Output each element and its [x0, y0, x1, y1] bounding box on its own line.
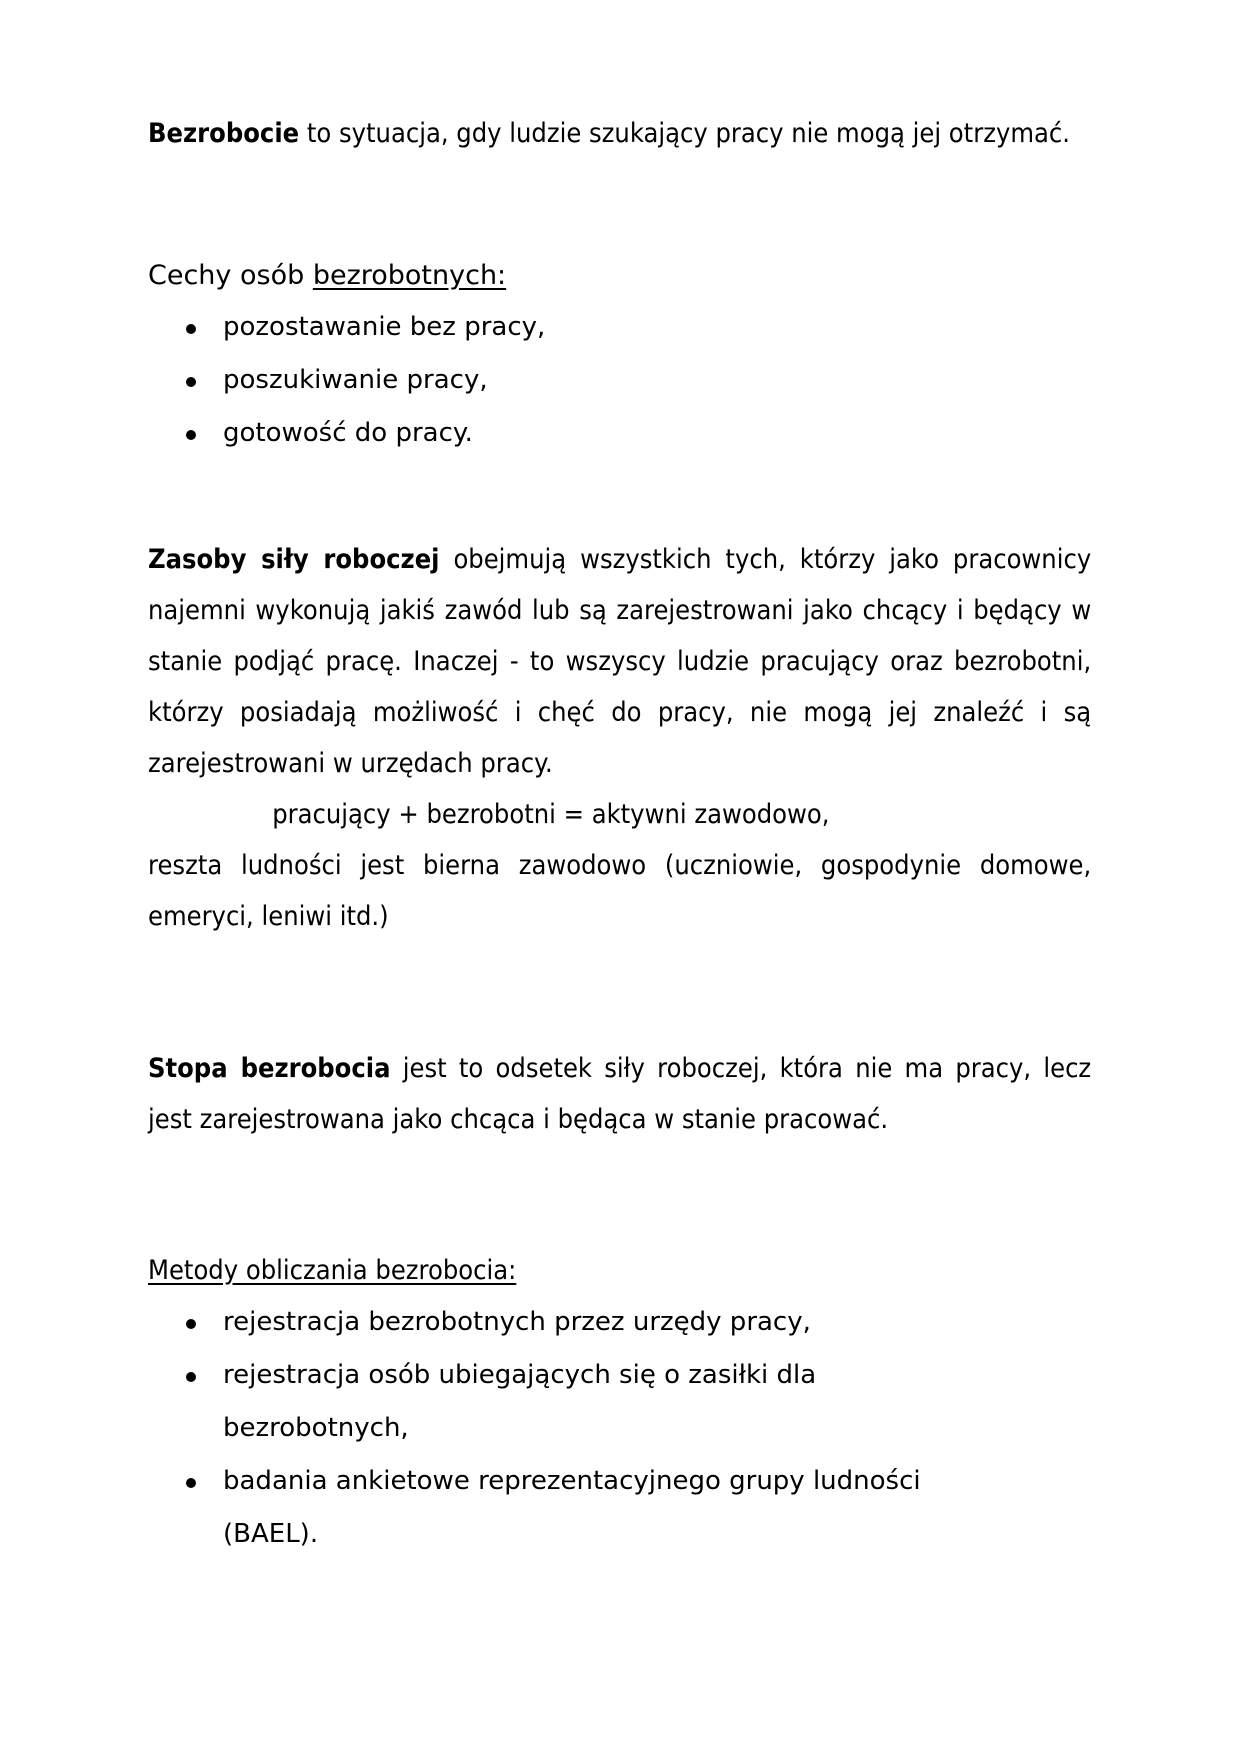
labor-force-paragraph: [148, 534, 1091, 789]
definition-text: to sytuacja, gdy ludzie szukający pracy nie mogą jej otrzymać.: [299, 118, 1070, 149]
term-unemployment-rate: Stopa bezrobocia: [148, 1053, 391, 1084]
methods-list: [148, 1296, 948, 1561]
list-item: [148, 301, 1091, 354]
features-section: [148, 250, 1091, 460]
bullet-icon: [186, 1372, 196, 1382]
list-item-text: pozostawanie bez pracy,: [223, 312, 546, 342]
list-item: [148, 1455, 948, 1561]
list-item-text: poszukiwanie pracy,: [223, 365, 488, 395]
list-item-text: rejestracja osób ubiegających się o zasiłki dla bezrobotnych,: [223, 1360, 817, 1443]
features-list: [148, 301, 1091, 460]
methods-heading: [148, 1245, 997, 1296]
term-unemployment: Bezrobocie: [148, 118, 300, 149]
methods-heading-text: Metody obliczania bezrobocia:: [148, 1255, 517, 1286]
features-heading: [148, 250, 1091, 301]
list-item-text: badania ankietowe reprezentacyjnego grupy ludności (BAEL).: [223, 1466, 921, 1549]
list-item-text: gotowość do pracy.: [223, 418, 473, 448]
bullet-icon: [186, 324, 196, 334]
unemployment-rate-paragraph: [148, 1043, 1091, 1145]
list-item: [148, 1349, 948, 1455]
list-item: [148, 354, 1091, 407]
unemployment-rate-section: [148, 1043, 1091, 1145]
labor-force-text: obejmują wszystkich tych, którzy jako pracownicy najemni wykonują jakiś zawód lub są zarejestrowani jako chcący i będący w stanie podjąć pracę. Inaczej - to wszyscy ludzie pracujący oraz bezrobotni, którzy posiadają możliwość i chęć do pracy, nie mogą jej znaleźć i są zarejestrowani w urzędach pracy.: [148, 544, 1092, 779]
definition-unemployment: [148, 108, 1091, 159]
bullet-icon: [186, 1478, 196, 1488]
definition-paragraph: [148, 108, 1091, 159]
list-item: [148, 407, 1091, 460]
list-item-text: rejestracja bezrobotnych przez urzędy pracy,: [223, 1307, 811, 1337]
features-heading-underlined: bezrobotnych:: [312, 260, 507, 291]
labor-force-section: [148, 534, 1091, 942]
bullet-icon: [186, 1319, 196, 1329]
term-labor-force: Zasoby siły roboczej: [148, 544, 440, 575]
labor-force-equation: pracujący + bezrobotni = aktywni zawodowo,: [272, 799, 830, 830]
list-item: [148, 1296, 948, 1349]
unemployment-rate-text: jest to odsetek siły roboczej, która nie ma pracy, lecz jest zarejestrowana jako chcąca i będąca w stanie pracować.: [148, 1053, 1092, 1135]
methods-section: [148, 1245, 1091, 1561]
features-heading-prefix: Cechy osób: [148, 260, 313, 291]
bullet-icon: [186, 430, 196, 440]
bullet-icon: [186, 377, 196, 387]
labor-force-remainder: reszta ludności jest bierna zawodowo (uczniowie, gospodynie domowe, emeryci, leniwi itd.): [148, 850, 1092, 932]
